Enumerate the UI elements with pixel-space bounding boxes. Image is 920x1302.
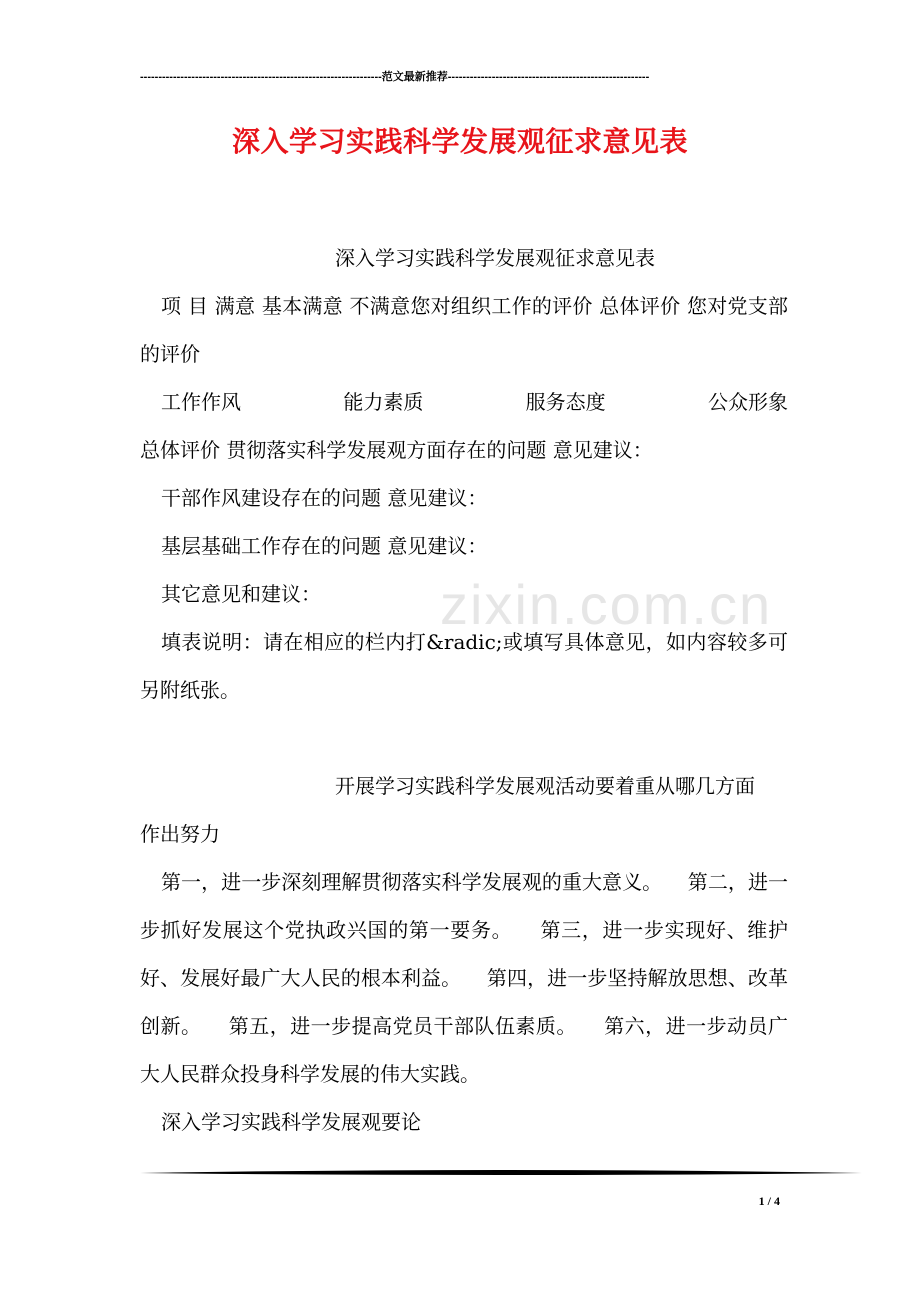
header-banner: ------------------------------------------------------------------范文最新推荐------------------------------------------------------- (140, 71, 650, 83)
evaluation-columns (140, 378, 788, 426)
document-title: 深入学习实践科学发展观征求意见表 (231, 125, 688, 158)
form-subtitle: 深入学习实践科学发展观征求意见表 (335, 246, 655, 270)
form-line-grassroots: 基层基础工作存在的问题 意见建议： (161, 534, 488, 558)
form-header-line: 项 目 满意 基本满意 不满意您对组织工作的评价 总体评价 您对党支部的评价 (140, 294, 788, 366)
section-heading-continued: 作出努力 (140, 822, 220, 846)
form-line-cadre-style: 干部作风建设存在的问题 意见建议： (161, 486, 488, 510)
column-service: 服务态度 (525, 390, 606, 414)
form-line-problems: 总体评价 贯彻落实科学发展观方面存在的问题 意见建议： (140, 438, 653, 462)
section-paragraph: 第一，进一步深刻理解贯彻落实科学发展观的重大意义。 第二，进一步抓好发展这个党执政兴国的第一要务。 第三，进一步实现好、维护好、发展好最广大人民的根本利益。 第四，进一步坚持解放思想、改革创新。 第五，进一步提高党员干部队伍素质。 第六，进一步动员广大人民群众投身科学发展的伟大实践。 (140, 870, 788, 1086)
section-heading: 开展学习实践科学发展观活动要着重从哪几方面 (335, 774, 755, 798)
form-instructions: 填表说明：请在相应的栏内打&radic;或填写具体意见，如内容较多可另附纸张。 (140, 630, 788, 702)
column-work-style: 工作作风 (161, 390, 241, 414)
footer-rule (140, 1168, 862, 1178)
column-public-image: 公众形象 (707, 390, 788, 414)
section-last-line: 深入学习实践科学发展观要论 (161, 1110, 421, 1134)
column-ability: 能力素质 (343, 390, 424, 414)
form-line-other: 其它意见和建议： (161, 582, 321, 606)
watermark: zixin.com.cn (440, 573, 773, 636)
document-body (140, 234, 788, 1146)
page-number: 1 / 4 (758, 1194, 780, 1208)
